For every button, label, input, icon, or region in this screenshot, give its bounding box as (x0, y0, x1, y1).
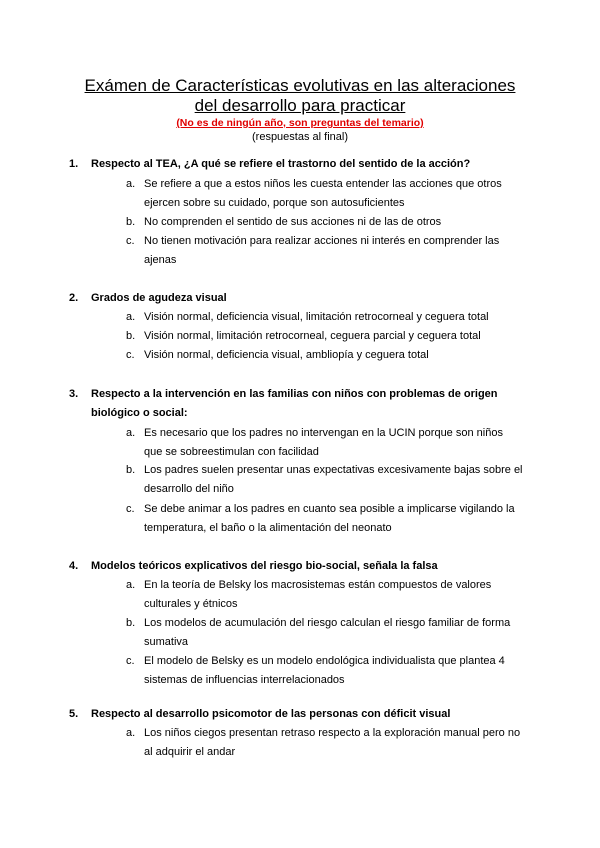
option-text: En la teoría de Belsky los macrosistemas están compuestos de valores culturales y étnicos (144, 579, 492, 610)
question-number: 4. (69, 560, 79, 572)
option-text: Se debe animar a los padres en cuanto sea posible a implicarse vigilando la temperatura, el baño o la alimentación del neonato (144, 503, 515, 534)
question-1 (69, 155, 531, 174)
q4-option-c (126, 652, 524, 690)
question-number: 3. (69, 388, 79, 400)
q1-option-b (126, 213, 524, 232)
q3-option-a (126, 424, 524, 462)
option-letter: a. (126, 579, 136, 591)
option-text: Los padres suelen presentar unas expectativas excesivamente bajas sobre el desarrollo del niño (144, 464, 523, 495)
option-text: Visión normal, deficiencia visual, limitación retrocorneal y ceguera total (144, 311, 489, 323)
option-letter: c. (126, 235, 135, 247)
option-letter: b. (126, 617, 136, 629)
option-text: No comprenden el sentido de sus acciones ni de las de otros (144, 216, 442, 228)
question-2 (69, 289, 531, 308)
q3-option-b (126, 461, 524, 499)
option-letter: b. (126, 464, 136, 476)
question-number: 5. (69, 708, 79, 720)
option-text: No tienen motivación para realizar acciones ni interés en comprender las ajenas (144, 235, 500, 266)
option-text: Los modelos de acumulación del riesgo calculan el riesgo familiar de forma sumativa (144, 617, 511, 648)
option-letter: c. (126, 655, 135, 667)
question-text: Respecto al desarrollo psicomotor de las personas con déficit visual (91, 708, 451, 720)
question-text: Respecto al TEA, ¿A qué se refiere el trastorno del sentido de la acción? (91, 158, 471, 170)
answers-note: (respuestas al final) (252, 131, 348, 143)
option-text: Visión normal, deficiencia visual, ambliopía y ceguera total (144, 349, 429, 361)
question-text: Grados de agudeza visual (91, 292, 227, 304)
option-letter: a. (126, 427, 136, 439)
option-letter: b. (126, 216, 136, 228)
option-letter: a. (126, 311, 136, 323)
q1-option-c (126, 232, 524, 270)
exam-title-line-1: Exámen de Características evolutivas en las alteraciones (84, 76, 516, 95)
q2-option-c (126, 346, 524, 365)
q3-option-c (126, 500, 524, 538)
option-text: Visión normal, limitación retrocorneal, ceguera parcial y ceguera total (144, 330, 481, 342)
question-text: Modelos teóricos explicativos del riesgo bio-social, señala la falsa (91, 560, 438, 572)
option-letter: c. (126, 349, 135, 361)
option-letter: c. (126, 503, 135, 515)
question-4 (69, 557, 531, 576)
option-text: Los niños ciegos presentan retraso respecto a la exploración manual pero no al adquirir el andar (144, 727, 521, 758)
question-3 (69, 385, 531, 423)
q2-option-b (126, 327, 524, 346)
exam-subtitle: (No es de ningún año, son preguntas del temario) (176, 117, 424, 129)
q4-option-a (126, 576, 524, 614)
option-letter: a. (126, 727, 136, 739)
question-5 (69, 705, 531, 724)
question-number: 2. (69, 292, 79, 304)
question-text: Respecto a la intervención en las familias con niños con problemas de origen biológico o social: (91, 388, 498, 419)
exam-title-line-2: del desarrollo para practicar (194, 96, 406, 115)
q2-option-a (126, 308, 524, 327)
q5-option-a (126, 724, 524, 762)
q1-option-a (126, 175, 524, 213)
option-text: El modelo de Belsky es un modelo endológica individualista que plantea 4 sistemas de influencias interrelacionados (144, 655, 505, 686)
q4-option-b (126, 614, 524, 652)
option-text: Es necesario que los padres no intervengan en la UCIN porque son niños que se sobreestimulan con facilidad (144, 427, 503, 458)
option-letter: b. (126, 330, 136, 342)
option-text: Se refiere a que a estos niños les cuesta entender las acciones que otros ejercen sobre su cuidado, porque son autosuficientes (144, 178, 502, 209)
option-letter: a. (126, 178, 136, 190)
question-number: 1. (69, 158, 79, 170)
